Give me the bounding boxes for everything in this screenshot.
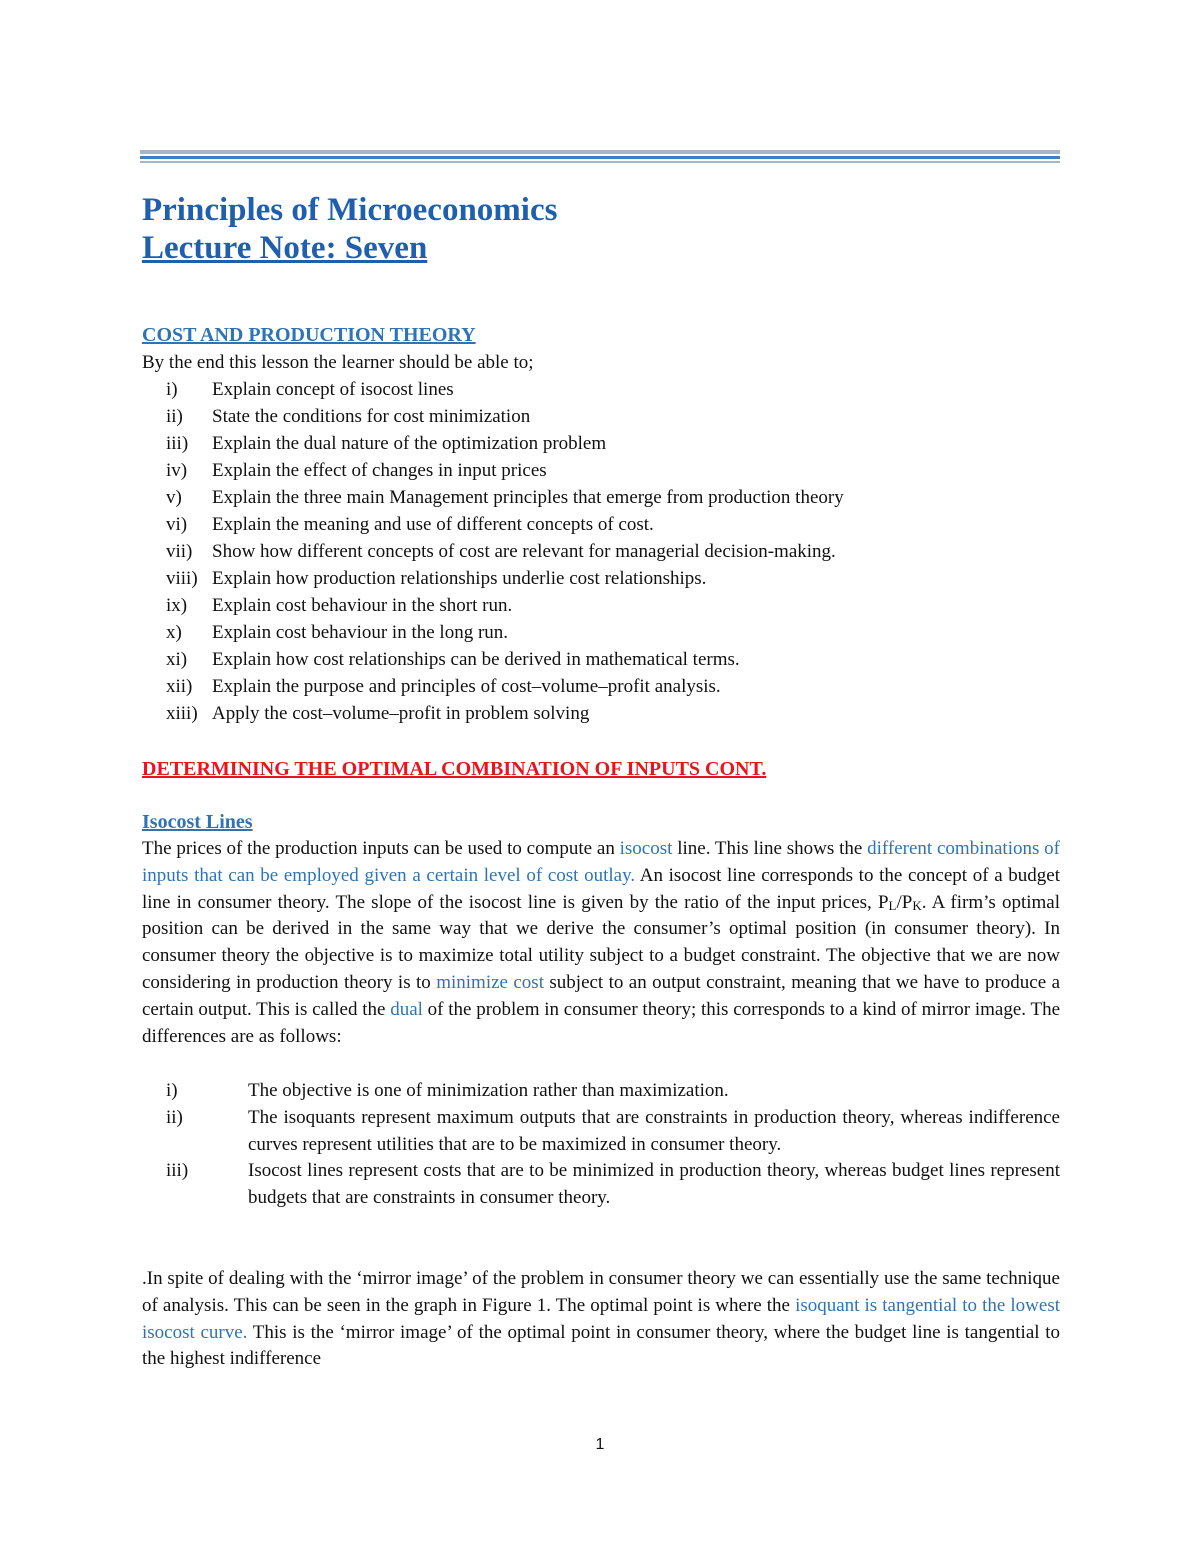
list-number: vi) bbox=[166, 514, 188, 535]
list-text: State the conditions for cost minimization bbox=[212, 406, 531, 427]
text-run: line. This line shows the bbox=[672, 838, 868, 859]
objectives-intro: By the end this lesson the learner should be able to; bbox=[142, 352, 534, 373]
text-run: An isocost line corresponds to the concept of a budget line in consumer theory. The slope of the isocost line is given by the ratio of the input prices, P bbox=[142, 864, 1061, 913]
differences-list bbox=[142, 1078, 1060, 1212]
list-number: ii) bbox=[166, 406, 183, 427]
isocost-heading: Isocost Lines bbox=[142, 811, 253, 833]
page-number: 1 bbox=[595, 1436, 605, 1453]
list-number: ii) bbox=[166, 1106, 183, 1128]
list-text: Explain the effect of changes in input prices bbox=[212, 460, 547, 481]
list-item bbox=[142, 403, 1062, 430]
list-text: Explain cost behaviour in the short run. bbox=[212, 595, 513, 616]
list-item bbox=[142, 592, 1062, 619]
text-run: This is the ‘mirror image’ of the optimal point in consumer theory, where the budget line is tangential to the highest indifference bbox=[142, 1321, 1060, 1370]
header-rule-lower bbox=[140, 161, 1060, 163]
list-text: Explain cost behaviour in the long run. bbox=[212, 622, 509, 643]
list-item bbox=[142, 376, 1062, 403]
highlight-text: isocost bbox=[619, 838, 673, 859]
list-number: xiii) bbox=[166, 703, 198, 724]
list-item bbox=[142, 673, 1062, 700]
list-number: iii) bbox=[166, 433, 189, 454]
highlight-text: isoquant is tangential to the lowest isocost curve. bbox=[142, 1294, 1060, 1343]
list-item bbox=[142, 484, 1062, 511]
list-text: Explain how cost relationships can be derived in mathematical terms. bbox=[212, 649, 740, 670]
list-number: ix) bbox=[166, 595, 188, 616]
list-text: Isocost lines represent costs that are to be minimized in production theory, whereas budget lines represent budgets that are constraints in consumer theory. bbox=[248, 1160, 1060, 1209]
list-item bbox=[142, 430, 1062, 457]
list-item bbox=[142, 538, 1062, 565]
text-run: subject to an output constraint, meaning that we have to produce a certain output. This is called the bbox=[142, 971, 1061, 1020]
isocost-paragraph bbox=[142, 836, 1060, 1050]
list-number: v) bbox=[166, 487, 182, 508]
list-text: Explain concept of isocost lines bbox=[212, 379, 454, 400]
text-run: .In spite of dealing with the ‘mirror image’ of the problem in consumer theory we can essentially use the same technique of analysis. This can be seen in the graph in Figure 1. The optimal point is where the bbox=[142, 1268, 1060, 1316]
list-number: iii) bbox=[166, 1160, 189, 1182]
text-run: of the problem in consumer theory; this corresponds to a kind of mirror image. The differences are as follows: bbox=[142, 998, 1060, 1047]
list-text: Show how different concepts of cost are relevant for managerial decision-making. bbox=[212, 541, 836, 562]
list-item bbox=[142, 565, 1062, 592]
list-item bbox=[142, 700, 1062, 727]
subscript: L bbox=[888, 897, 897, 913]
section-heading: COST AND PRODUCTION THEORY bbox=[142, 324, 476, 346]
document-subtitle: Lecture Note: Seven bbox=[142, 230, 428, 266]
header-rule-accent bbox=[140, 156, 1060, 159]
list-text: Apply the cost–volume–profit in problem solving bbox=[212, 703, 590, 724]
list-number: xi) bbox=[166, 649, 188, 670]
header-rule bbox=[140, 150, 1060, 154]
mirror-image-paragraph bbox=[142, 1266, 1060, 1373]
list-number: xii) bbox=[166, 676, 193, 697]
list-item bbox=[142, 619, 1062, 646]
list-item bbox=[142, 511, 1062, 538]
document-title: Principles of Microeconomics bbox=[142, 192, 558, 228]
list-item bbox=[142, 457, 1062, 484]
list-item bbox=[142, 646, 1062, 673]
list-number: x) bbox=[166, 622, 182, 643]
list-text: Explain the purpose and principles of cost–volume–profit analysis. bbox=[212, 676, 721, 697]
list-number: vii) bbox=[166, 541, 193, 562]
list-number: viii) bbox=[166, 568, 198, 589]
text-run: . A firm’s optimal position can be derived in the same way that we derive the consumer’s optimal position (in consumer theory). In consumer theory the objective is to maximize total utility subject to a budget constraint. The objective that we are now considering in production theory is to bbox=[142, 891, 1061, 993]
list-text: Explain the meaning and use of different concepts of cost. bbox=[212, 514, 654, 535]
list-text: Explain the three main Management principles that emerge from production theory bbox=[212, 487, 844, 508]
list-text: Explain how production relationships underlie cost relationships. bbox=[212, 568, 707, 589]
subscript: K bbox=[912, 897, 922, 913]
list-text: The objective is one of minimization rather than maximization. bbox=[248, 1080, 729, 1101]
optimal-heading: DETERMINING THE OPTIMAL COMBINATION OF INPUTS CONT. bbox=[142, 758, 767, 780]
list-item bbox=[142, 1105, 1060, 1159]
highlight-text: dual bbox=[390, 998, 423, 1020]
list-number: i) bbox=[166, 379, 178, 400]
list-text: The isoquants represent maximum outputs that are constraints in production theory, whereas indifference curves represent utilities that are to be maximized in consumer theory. bbox=[248, 1106, 1060, 1155]
list-item bbox=[142, 1078, 1060, 1105]
objectives-list bbox=[142, 376, 1062, 727]
objectives-section bbox=[142, 322, 1062, 727]
text-run: The prices of the production inputs can be used to compute an bbox=[142, 838, 620, 859]
list-text: Explain the dual nature of the optimization problem bbox=[212, 433, 607, 454]
list-item bbox=[142, 1158, 1060, 1212]
list-number: i) bbox=[166, 1080, 178, 1101]
highlight-text: different combinations of inputs that can be employed given a certain level of cost outlay. bbox=[142, 838, 1060, 886]
text-run: /P bbox=[896, 891, 913, 913]
highlight-text: minimize cost bbox=[436, 971, 544, 993]
list-number: iv) bbox=[166, 460, 188, 481]
